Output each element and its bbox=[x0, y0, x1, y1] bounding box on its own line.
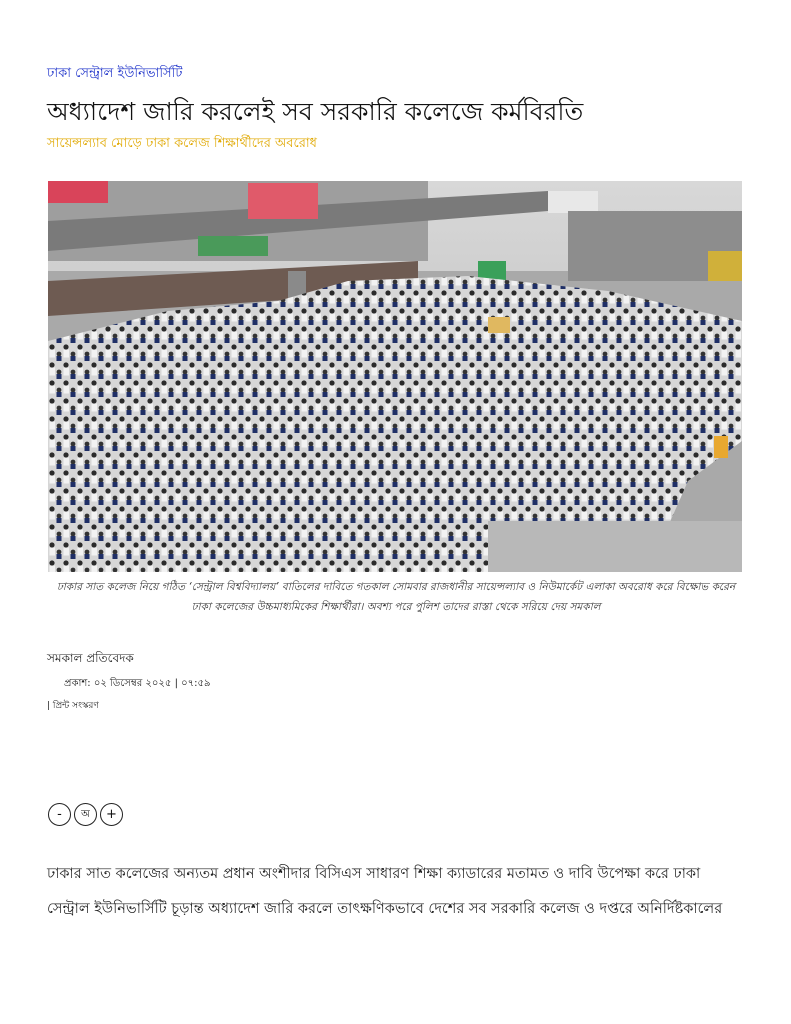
body-line: সেন্ট্রাল ইউনিভার্সিটি চূড়ান্ত অধ্যাদেশ জারি করলে তাৎক্ষণিকভাবে দেশের সব সরকারি কলেজ ও দপ্তরে অনির্দিষ্টকালের bbox=[47, 901, 723, 917]
font-decrease-button[interactable]: - bbox=[48, 803, 71, 826]
category-link[interactable]: ঢাকা সেন্ট্রাল ইউনিভার্সিটি bbox=[47, 66, 183, 81]
article-photo bbox=[48, 181, 742, 572]
published-date: প্রকাশ: ০২ ডিসেম্বর ২০২৫ | ০৭:৫৯ bbox=[64, 678, 211, 689]
article-body bbox=[47, 857, 747, 927]
body-line: ঢাকার সাত কলেজের অন্যতম প্রধান অংশীদার বিসিএস সাধারণ শিক্ষা ক্যাডারের মতামত ও দাবি উপেক্ষা করে ঢাকা bbox=[47, 866, 701, 882]
subheadline: সায়েন্সল্যাব মোড়ে ঢাকা কলেজ শিক্ষার্থীদের অবরোধ bbox=[47, 136, 317, 151]
page-title: অধ্যাদেশ জারি করলেই সব সরকারি কলেজে কর্মবিরতি bbox=[47, 97, 584, 126]
font-size-controls bbox=[48, 803, 123, 826]
font-reset-button[interactable]: অ bbox=[74, 803, 97, 826]
reporter-name: সমকাল প্রতিবেদক bbox=[47, 651, 134, 665]
photo-caption: ঢাকার সাত কলেজ নিয়ে গঠিত ‘সেন্ট্রাল বিশ্ববিদ্যালয়’ বাতিলের দাবিতে গতকাল সোমবার রাজধানীর সায়েন্সল্যাব ও নিউমার্কেট এলাকা অবরোধ করে বিক্ষোভ করেন ঢাকা কলেজের উচ্চমাধ্যমিকের শিক্ষার্থীরা। অবশ্য পরে পুলিশ তাদের রাস্তা থেকে সরিয়ে দেয় সমকাল bbox=[56, 581, 736, 613]
font-increase-button[interactable]: + bbox=[100, 803, 123, 826]
print-edition-link[interactable]: | প্রিন্ট সংস্করণ bbox=[47, 701, 99, 711]
